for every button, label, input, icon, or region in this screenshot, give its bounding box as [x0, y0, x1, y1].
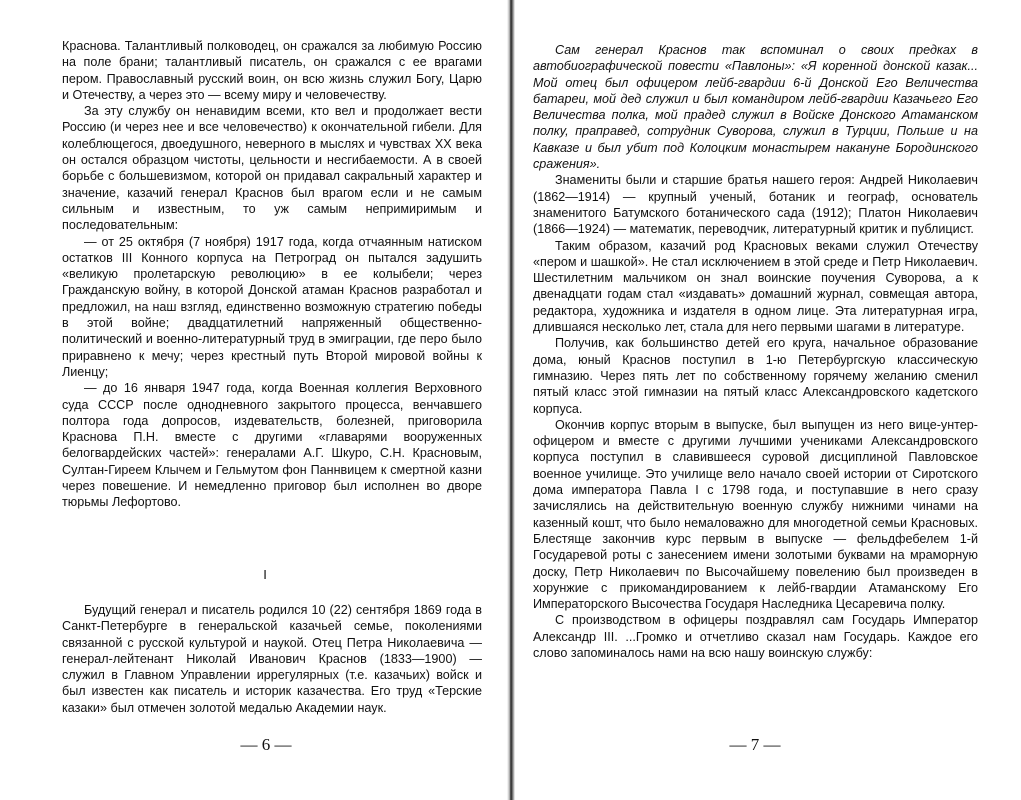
- left-page: [0, 0, 508, 800]
- paragraph: — до 16 января 1947 года, когда Военная коллегия Верховного суда СССР после однодневного закрытого процесса, венчавшего полтора года допросов, издевательств, болезней, приговорила Краснова П.Н. вместе с другими «главарями вооруженных белогвардейских частей»: генералами А.Г. Шкуро, С.Н. Красновым, Султан-Гиреем Клычем и Гельмутом фон Паннвицем к смертной казни через повешение. И немедленно приговор был исполнен во дворе тюрьмы Лефортово.: [62, 381, 482, 510]
- paragraph: С производством в офицеры поздравлял сам Государь Император Александр III. ...Громко и отчетливо сказал нам Государь. Каждое его слово запоминалось нами на всю нашу воинскую службу:: [533, 613, 978, 660]
- chapter-number: I: [263, 567, 267, 582]
- paragraph: Будущий генерал и писатель родился 10 (22) сентября 1869 года в Санкт-Петербурге в генеральской казачьей семье, поколениями связанной с русской культурой и наукой. Отец Петра Николаевича — генерал-лейтенант Николай Иванович Краснов (1833—1900) — служил в Главном Управлении иррегулярных (т.е. казачьих) войск и был известен как писатель и историк казачества. Его труд «Терские казаки» был отмечен золотой медалью Академии наук.: [62, 603, 482, 715]
- paragraph: Окончив корпус вторым в выпуске, был выпущен из него вице-унтер-офицером и вместе с другими лучшими учениками Александровского корпуса поступил в славившееся суровой дисциплиной Павловское военное училище. Это училище вело начало своей истории от Сиротского дома императора Павла I с 1798 года, и поступавшие в него сразу зачислялись на действительную военную службу нижними чинами на казенный кошт, что было немаловажно для многодетной семьи Красновых. Блестяще закончив курс первым в выпуске — фельдфебелем 1-й Государевой роты с занесением имени золотыми буквами на мраморную доску, Петр Николаевич по Высочайшему повелению был произведен в хорунжие с прикомандированием к лейб-гвардии Атаманскому Его Императорского Высочества Государя Наследника Цесаревича полку.: [533, 417, 978, 612]
- left-page-top-text: [62, 38, 482, 511]
- paragraph: Получив, как большинство детей его круга, начальное образование дома, юный Краснов поступил в 1-ю Петербургскую классическую гимназию. Через пять лет по собственному горячему желанию сменил пятый класс этой гимназии на пятый класс Александровского кадетского корпуса.: [533, 336, 978, 416]
- right-page-text: [533, 42, 978, 661]
- paragraph: За эту службу он ненавидим всеми, кто вел и продолжает вести Россию (и через нее и все человечество) к окончательной гибели. Для колеблющегося, двоедушного, неверного в мыслях и чувствах XX века он остался образцом чистоты, цельности и несгибаемости. А в своей борьбе с большевизмом, которой он придавал сакральный характер и значение, казачий генерал Краснов был врагом если и не самым сильным и известным, то уж самым непримиримым и последовательным:: [62, 104, 482, 233]
- paragraph: Таким образом, казачий род Красновых веками служил Отечеству «пером и шашкой». Не стал исключением в этой среде и Петр Николаевич. Шестилетним мальчиком он знал воинские поучения Суворова, а к двенадцати годам стал «издавать» домашний журнал, совмещая автора, редактора, художника и издателя в одном лице. Эта литературная игра, длившаяся несколько лет, стала для него первыми шагами в литературе.: [533, 238, 978, 335]
- paragraph: — от 25 октября (7 ноября) 1917 года, когда отчаянным натиском остатков III Конного корпуса на Петроград он пытался задушить «великую пролетарскую революцию» в ее колыбели; через Гражданскую войну, в которой Донской атаман Краснов разработал и предложил, на наш взгляд, единственно возможную стратегию победы в этой войне; двадцатилетний напряженный общественно-политический и военно-литературный труд в эмиграции, где перо было приравнено к мечу; через крестный путь Второй мировой войны к Лиенцу;: [62, 234, 482, 379]
- paragraph: Краснова. Талантливый полководец, он сражался за любимую Россию на поле брани; талантливый писатель, он сражался с ее врагами пером. Православный русский воин, он всю жизнь служил Богу, Царю и Отечеству, а через это — всему миру и человечеству.: [62, 39, 482, 102]
- paragraph: Знамениты были и старшие братья нашего героя: Андрей Николаевич (1862—1914) — крупный ученый, ботаник и географ, основатель знаменитого Батумского ботанического сада (1912); Платон Николаевич (1866—1924) — математик, переводчик, литературный критик и публицист.: [533, 173, 978, 237]
- page-number-right: — 7 —: [729, 735, 781, 754]
- left-page-bottom-text: [62, 602, 482, 716]
- quote-text: Сам генерал Краснов так вспоминал о своих предках в автобиографической повести «Павлоны»: «Я коренной донской казак... Мой отец был офицером лейб-гвардии 6-й Донской Его Величества батареи, мой дед служил и был командиром лейб-гвардии Казачьего Его Величества полка, мой прадед служил в Войске Донского Атаманском полку, праправед, сотрудник Суворова, служил в Турции, Польше и на Кавказе и был убит под Колоцким монастырем накануне Бородинского сражения».: [533, 43, 978, 172]
- quote-paragraph: [533, 42, 978, 172]
- page-number-left: — 6 —: [240, 735, 292, 754]
